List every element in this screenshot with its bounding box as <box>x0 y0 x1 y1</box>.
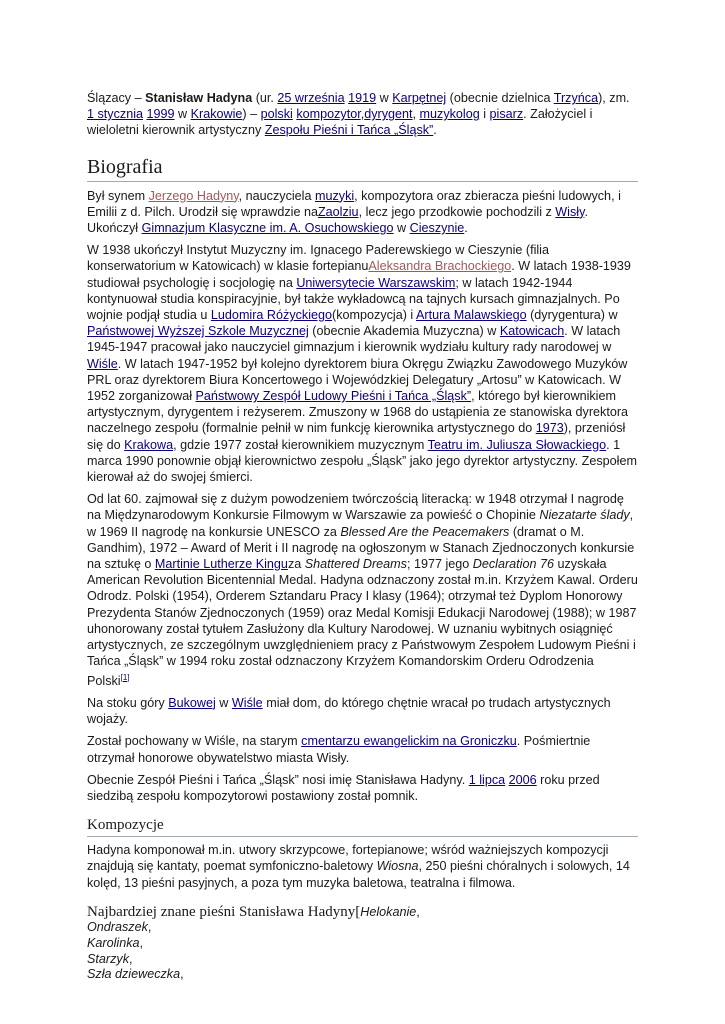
link-dyrygent[interactable]: dyrygent <box>364 107 413 122</box>
reference-link[interactable]: [1] <box>120 672 130 682</box>
link-krakowa[interactable]: Krakowa <box>124 437 174 452</box>
link-2006[interactable]: 2006 <box>508 772 537 787</box>
link-cmentarz[interactable]: cmentarzu ewangelickim na Groniczku <box>301 734 517 749</box>
link-zespol-ludowy[interactable]: Państwowy Zespół Ludowy Pieśni i Tańca „Śląsk” <box>195 389 472 404</box>
link-uw[interactable]: Uniwersytecie Warszawskim <box>296 275 456 290</box>
link-1-lipca[interactable]: 1 lipca <box>468 772 506 787</box>
bio-paragraph-2: W 1938 ukończył Instytut Muzyczny im. Ignacego Paderewskiego w Cieszynie (filia konserwatorium w Katowicach) w klasie fortepianuAleksandra Brachockiego. W latach 1938-1939 studiował psychologię i socjologię na Uniwersytecie Warszawskim; w latach 1942-1944 kontynuował studia konspiracyjnie, był także wykładowcą na tajnych kursach gimnazjalnych. Po wojnie podjął studia u Ludomira Różyckiego(kompozycja) i Artura Malawskiego (dyrygentura) w Państwowej Wyższej Szkole Muzycznej (obecnie Akademia Muzyczna) w Katowicach. W latach 1945-1947 pracował jako nauczyciel gimnazjum i kierownik wydziału kultury rady narodowej w Wiśle. W latach 1947-1952 był kolejno dyrektorem biura Okręgu Związku Zawodowego Muzyków PRL oraz dyrektorem Biura Koncertowego i Wojewódzkiej Delegatury „Artosu” w Katowicach. W 1952 zorganizował Państwowy Zespół Ludowy Pieśni i Tańca „Śląsk”, którego był kierownikiem artystycznym, dyrygentem i reżyserem. Zmuszony w 1968 do ustąpienia ze stanowiska dyrektora naczelnego zespołu (formalnie pełnił w nim funkcję kierownika artystycznego do 1973), przeniósł się do Krakowa, gdzie 1977 został kierownikiem muzycznym Teatru im. Juliusza Słowackiego. 1 marca 1990 ponownie objął kierownictwo zespołu „Śląsk” jako jego dyrektor artystyczny. Zespołem kierował aż do swojej śmierci. <box>87 243 637 485</box>
famous-songs: Najbardziej znane pieśni Stanisława Hadyny[Helokanie, Ondraszek, Karolinka, Starzyk, Szła dzieweczka, <box>87 903 420 982</box>
link-brachocki[interactable]: Aleksandra Brachockiego <box>368 259 512 274</box>
link-wisla-3[interactable]: Wiśle <box>231 695 263 710</box>
link-muzykolog[interactable]: muzykolog <box>419 107 480 122</box>
link-death-year[interactable]: 1999 <box>146 107 175 122</box>
link-wisla-2[interactable]: Wiśle <box>87 356 118 371</box>
kompozycje-paragraph: Hadyna komponował m.in. utwory skrzypcowe, fortepianowe; wśród ważniejszych kompozycji znajdują się kantaty, poemat symfoniczno-baletowy Wiosna, 250 pieśni chóralnych i solowych, 14 kolęd, 13 pieśni pasyjnych, a poza tym muzyka baletowa, teatralna i filmowa. <box>87 843 630 890</box>
link-death-date[interactable]: 1 stycznia <box>87 107 143 122</box>
intro-paragraph: Ślązacy – Stanisław Hadyna (ur. 25 września 1919 w Karpętnej (obecnie dzielnica Trzyńca), zm. 1 stycznia 1999 w Krakowie) – polski kompozytor,dyrygent, muzykolog i pisarz. Założyciel i wieloletni kierownik artystyczny Zespołu Pieśni i Tańca „Śląsk”. <box>87 91 630 138</box>
link-bukowa[interactable]: Bukowej <box>168 695 216 710</box>
link-karpetna[interactable]: Karpętnej <box>392 91 447 105</box>
link-birth-date[interactable]: 25 września <box>277 91 345 105</box>
link-katowice[interactable]: Katowicach <box>499 324 565 339</box>
famous-songs-lead: Najbardziej znane pieśni Stanisława Hadyny[ <box>87 903 361 920</box>
link-polski[interactable]: polski <box>260 107 293 122</box>
link-cieszyn[interactable]: Cieszynie <box>409 221 465 236</box>
song-item: Ondraszek <box>87 920 148 935</box>
link-jerzy-hadyna[interactable]: Jerzego Hadyny <box>148 188 239 203</box>
link-wisla[interactable]: Wisły <box>555 204 585 219</box>
link-rozycki[interactable]: Ludomira Różyckiego <box>210 308 333 323</box>
link-zespol-slask[interactable]: Zespołu Pieśni i Tańca „Śląsk” <box>264 123 434 138</box>
song-item: Szła dzieweczka <box>87 967 181 982</box>
link-krakow[interactable]: Krakowie <box>190 107 243 122</box>
song-item: Karolinka <box>87 935 140 950</box>
bio-paragraph-5: Został pochowany w Wiśle, na starym cmentarzu ewangelickim na Groniczku. Pośmiertnie otrzymał honorowe obywatelstwo miasta Wisły. <box>87 734 591 765</box>
bio-paragraph-3: Od lat 60. zajmował się z dużym powodzeniem twórczością literacką: w 1948 otrzymał I nagrodę na Międzynarodowym Konkursie Filmowym w Warszawie za powieść o Chopinie Niezatarte ślady, w 1969 II nagrodę na konkursie UNESCO za Blessed Are the Peacemakers (dramat o M. Gandhim), 1972 – Award of Merit i II nagrodę na ogłoszonym w Stanach Zjednoczonych konkursie na sztukę o Martinie Lutherze Kinguza Shattered Dreams; 1977 jego Declaration 76 uzyskała American Revolution Bicentennial Medal. Hadyna odznaczony został m.in. Krzyżem Kawal. Orderu Odrodz. Polski (1954), Orderem Sztandaru Pracy I klasy (1964); otrzymał też Dyplom Honorowy Prezydenta Stanów Zjednoczonych (1959) oraz Medal Komisji Edukacji Narodowej (1988); w 1987 uhonorowany został tytułem Zasłużony dla Kultury Narodowej. W uznaniu wybitnych osiągnięć artystycznych, ze szczególnym uwzględnieniem pracy z Państwowym Zespołem Ludowym Pieśni i Tańca „Śląsk” w 1994 roku został odznaczony Krzyżem Komandorskim Orderu Odrodzenia Polski[1] <box>87 492 638 688</box>
bio-paragraph-4: Na stoku góry Bukowej w Wiśle miał dom, do którego chętnie wracał po trudach artystycznych wojaży. <box>87 695 611 727</box>
link-1973[interactable]: 1973 <box>535 421 564 436</box>
link-kompozytor[interactable]: kompozytor <box>296 107 361 122</box>
song-item: Starzyk <box>87 951 129 966</box>
link-pisarz[interactable]: pisarz <box>489 107 524 122</box>
bio-paragraph-6: Obecnie Zespół Pieśni i Tańca „Śląsk” nosi imię Stanisława Hadyny. 1 lipca 2006 roku przed siedzibą zespołu kompozytorowi postawiony został pomnik. <box>87 772 600 803</box>
bio-paragraph-1: Był synem Jerzego Hadyny, nauczyciela muzyki, kompozytora oraz zbieracza pieśni ludowych, i Emilii z d. Pilch. Urodził się wprawdzie naZaolziu, lecz jego przodkowie pochodzili z Wisły. Ukończył Gimnazjum Klasyczne im. A. Osuchowskiego w Cieszynie. <box>87 188 621 236</box>
link-mlk[interactable]: Martinie Lutherze Kingu <box>154 557 288 572</box>
link-muzyki[interactable]: muzyki <box>314 188 355 203</box>
subject-name: Stanisław Hadyna <box>145 91 253 105</box>
link-trzyniec[interactable]: Trzyńca <box>553 91 599 105</box>
link-birth-year[interactable]: 1919 <box>348 91 377 105</box>
heading-kompozycje: Kompozycje <box>87 816 638 837</box>
song-item: Helokanie <box>360 904 417 919</box>
link-malawski[interactable]: Artura Malawskiego <box>416 308 527 323</box>
link-gimnazjum[interactable]: Gimnazjum Klasyczne im. A. Osuchowskiego <box>141 221 394 236</box>
link-pwsm[interactable]: Państwowej Wyższej Szkole Muzycznej <box>87 324 309 339</box>
link-zaolzie[interactable]: Zaolziu <box>317 204 359 219</box>
link-teatr-slowackiego[interactable]: Teatru im. Juliusza Słowackiego <box>427 437 607 452</box>
heading-biografia: Biografia <box>87 155 638 182</box>
